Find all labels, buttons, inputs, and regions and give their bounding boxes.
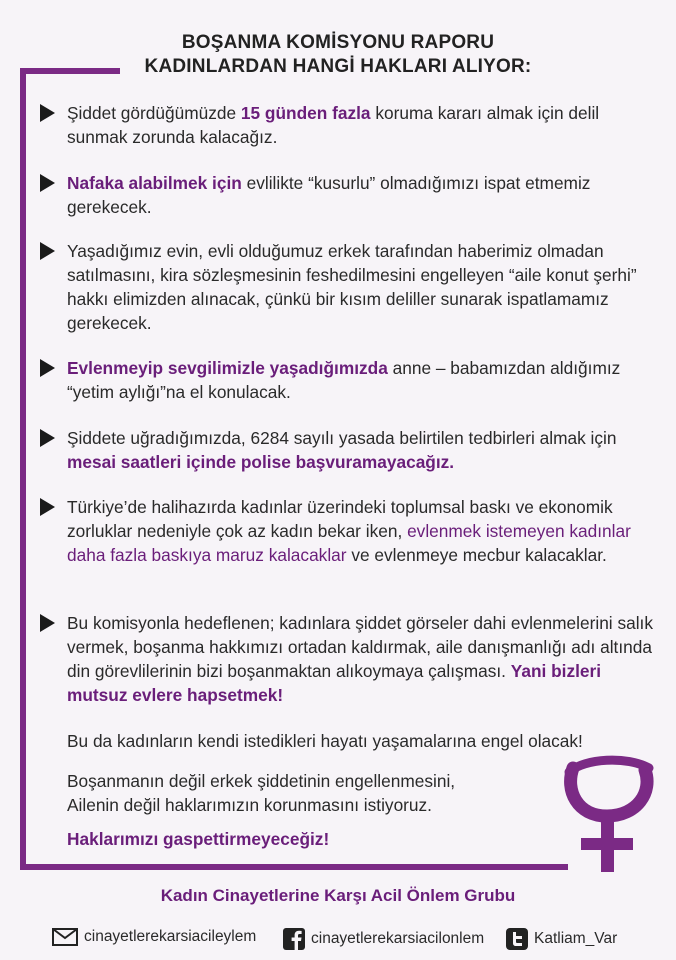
list-item — [40, 495, 660, 567]
arrow-bullet-icon — [40, 614, 55, 632]
email-handle: cinayetlerekarsiacileylem — [84, 928, 257, 945]
item-text: Şiddet gördüğümüzde — [67, 103, 241, 123]
twitter-handle: Katliam_Var — [534, 930, 618, 947]
highlighted-text: evlenmek istemeyen kadınlar daha fazla baskıya maruz kalacaklar — [67, 521, 631, 565]
slogan: Haklarımızı gaspettirmeyeceğiz! — [67, 829, 330, 849]
list-item — [40, 171, 660, 219]
highlighted-text: Nafaka alabilmek için — [67, 173, 242, 193]
list-item — [40, 426, 660, 474]
envelope-icon — [52, 928, 78, 946]
email-contact — [52, 928, 256, 946]
arrow-bullet-icon — [40, 498, 55, 516]
arrow-bullet-icon — [40, 242, 55, 260]
report-title-line2: KADINLARDAN HANGİ HAKLARI ALIYOR: — [144, 56, 532, 77]
list-item — [40, 101, 660, 149]
item-text: koruma kararı almak için delil sunmak zorunda kalacağız. — [67, 103, 600, 147]
demand-line-1: Boşanmanın değil erkek şiddetinin engellenmesini, — [67, 771, 456, 791]
arrow-bullet-icon — [40, 174, 55, 192]
facebook-icon — [283, 928, 305, 950]
frame-bottom-border — [20, 864, 568, 870]
group-name: Kadın Cinayetlerine Karşı Acil Önlem Grubu — [160, 886, 516, 905]
item-text: Bu komisyonla hedeflenen; kadınlara şiddet görseler dahi evlenmelerini salık vermek, boşanma hakkımızı ortadan kaldırmak, aile danışmanlığı adı altında din görevlilerinin bizi boşanmaktan alıkoymaya çalışması. — [67, 613, 653, 681]
frame-left-border — [20, 68, 26, 870]
frame-top-border — [20, 68, 120, 74]
item-text: evlilikte “kusurlu” olmadığımızı ispat etmemiz gerekecek. — [67, 173, 591, 217]
venus-fist-symbol-icon — [555, 750, 665, 880]
arrow-bullet-icon — [40, 429, 55, 447]
facebook-contact — [283, 928, 484, 950]
highlighted-text: Yani bizleri mutsuz evlere hapsetmek! — [67, 661, 602, 705]
highlighted-text: mesai saatleri içinde polise başvuramayacağız. — [67, 452, 455, 472]
arrow-bullet-icon — [40, 359, 55, 377]
report-title-line1: BOŞANMA KOMİSYONU RAPORU — [181, 32, 495, 53]
list-item — [40, 239, 660, 335]
highlighted-text: Evlenmeyip sevgilimizle yaşadığımızda — [67, 358, 388, 378]
item-text: anne – babamızdan aldığımız “yetim aylığı”na el konulacak. — [67, 358, 621, 402]
twitter-icon — [506, 928, 528, 950]
item-text: Şiddete uğradığımızda, 6284 sayılı yasada belirtilen tedbirleri almak için — [67, 428, 617, 448]
highlighted-text: 15 günden fazla — [240, 103, 371, 123]
list-item — [40, 611, 660, 707]
closing-statement: Bu da kadınların kendi istedikleri hayatı yaşamalarına engel olacak! — [67, 731, 583, 751]
twitter-contact — [506, 928, 617, 950]
item-text: ve evlenmeye mecbur kalacaklar. — [346, 545, 607, 565]
item-text: Türkiye’de halihazırda kadınlar üzerindeki toplumsal baskı ve ekonomik zorluklar nedeniyle çok az kadın bekar iken, — [67, 497, 613, 541]
item-text: Yaşadığımız evin, evli olduğumuz erkek tarafından haberimiz olmadan satılmasını, kira sözleşmesinin feshedilmesini engelleyen “aile konut şerhi” hakkı elimizden alınacak, çünkü bir kısım deliller sunarak ispatlamamız gerekecek. — [67, 241, 637, 333]
facebook-handle: cinayetlerekarsiacilonlem — [311, 930, 485, 947]
list-item — [40, 356, 660, 404]
arrow-bullet-icon — [40, 104, 55, 122]
demand-line-2: Ailenin değil haklarımızın korunmasını istiyoruz. — [67, 795, 432, 815]
